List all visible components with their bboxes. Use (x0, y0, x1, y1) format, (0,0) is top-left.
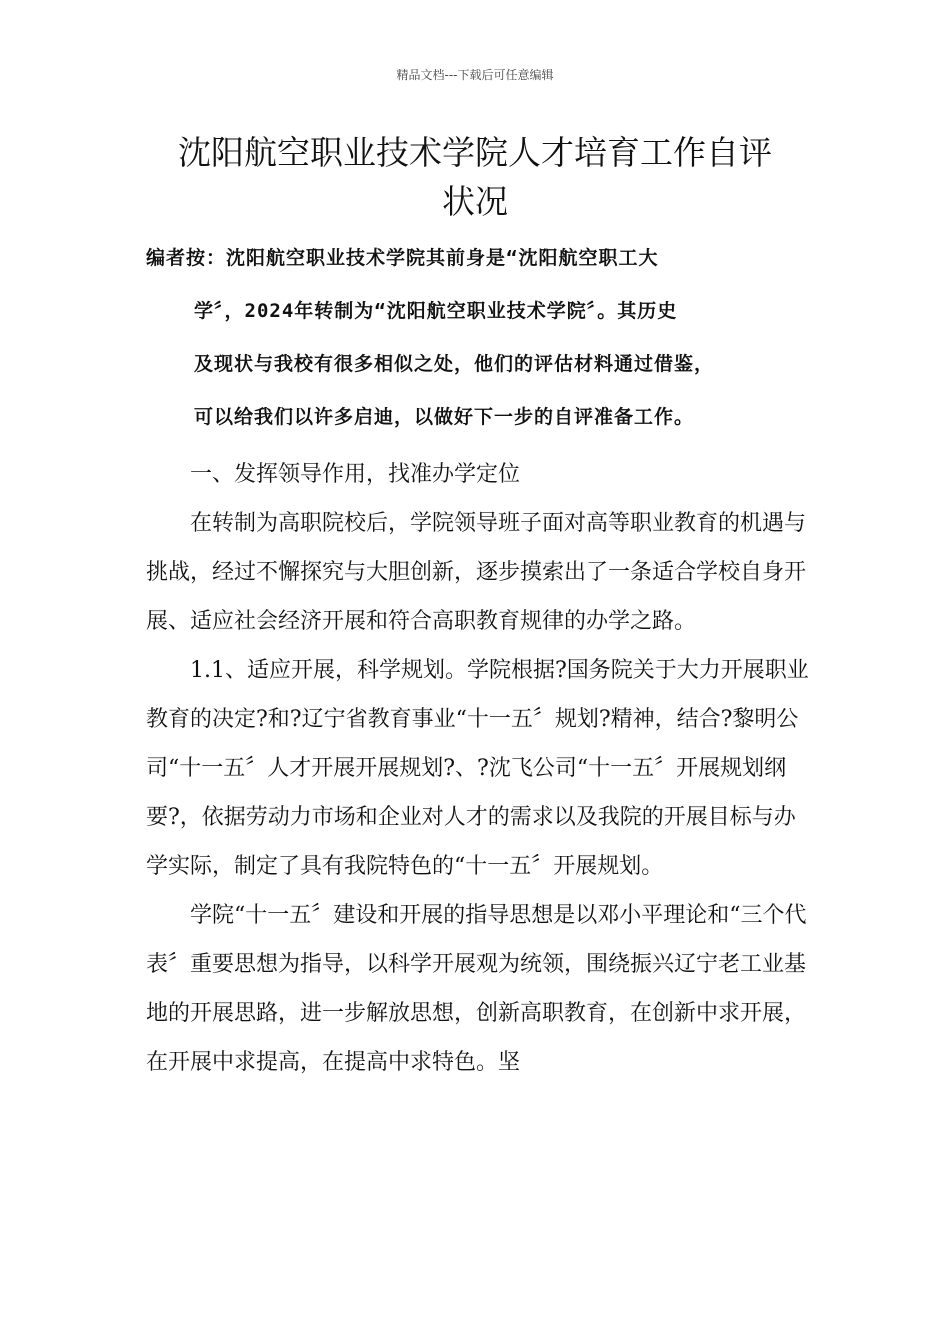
page-header: 精品文档---下载后可任意编辑 (396, 68, 554, 82)
editor-note (146, 232, 808, 444)
editor-note-line: 及现状与我校有很多相似之处，他们的评估材料通过借鉴， (194, 353, 715, 375)
document-title (120, 128, 830, 226)
editor-note-line: 可以给我们以许多启迪，以做好下一步的自评准备工作。 (194, 406, 695, 428)
title-line-1: 沈阳航空职业技术学院人才培育工作自评 (178, 133, 772, 172)
editor-note-line: 学〞，2024年转制为“沈阳航空职业技术学院〞。其历史 (194, 300, 678, 322)
editor-note-line: 编者按：沈阳航空职业技术学院其前身是“沈阳航空职工大 (146, 247, 659, 269)
section-heading: 一、发挥领导作用，找准办学定位 (190, 462, 521, 487)
body-paragraph: 1.1、适应开展，科学规划。学院根据?国务院关于大力开展职业教育的决定?和?辽宁省教育事业“十一五〞规划?精神，结合?黎明公司“十一五〞人才开展开展规划?、?沈飞公司“十一五〞开展规划纲要?，依据劳动力市场和企业对人才的需求以及我院的开展目标与办学实际，制定了具有我院特色的“十一五〞开展规划。 (146, 658, 809, 879)
body-paragraph: 在转制为高职院校后，学院领导班子面对高等职业教育的机遇与挑战，经过不懈探究与大胆创新，逐步摸索出了一条适合学校自身开展、适应社会经济开展和符合高职教育规律的办学之路。 (146, 511, 807, 634)
title-line-2: 状况 (442, 182, 508, 221)
document-body (146, 450, 814, 1087)
body-paragraph: 学院“十一五〞建设和开展的指导思想是以邓小平理论和“三个代表〞重要思想为指导，以科学开展观为统领，围绕振兴辽宁老工业基地的开展思路，进一步解放思想，创新高职教育，在创新中求开展，在开展中求提高，在提高中求特色。坚 (146, 903, 807, 1075)
